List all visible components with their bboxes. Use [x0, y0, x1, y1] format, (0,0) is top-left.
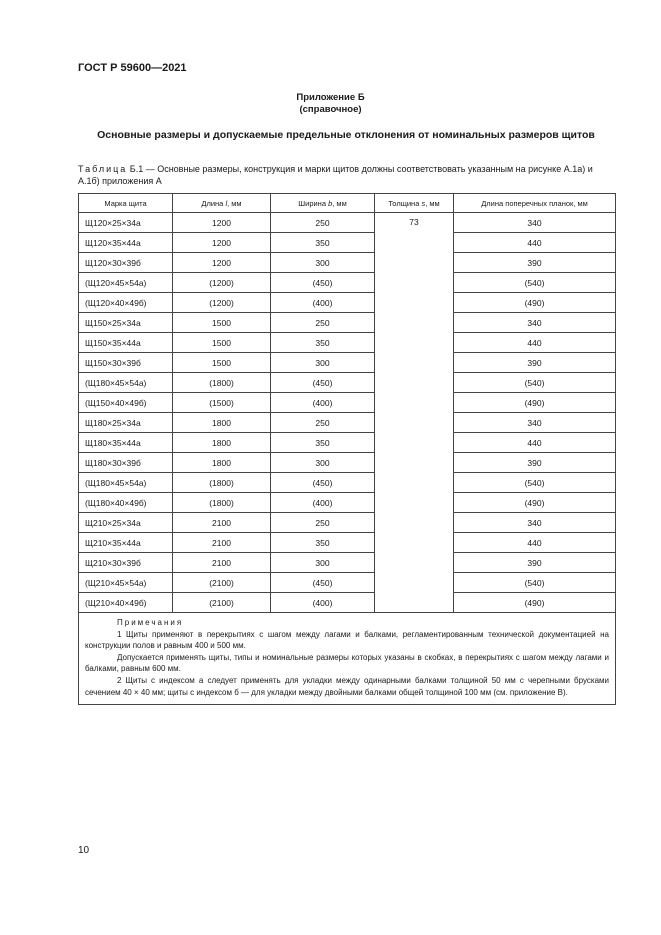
table-row [79, 553, 616, 573]
cell-mark: Щ120×30×39б [79, 253, 173, 273]
cell-length: 1200 [173, 233, 271, 253]
cell-length: (1800) [173, 493, 271, 513]
table-row [79, 293, 616, 313]
cell-cross-plank: 340 [454, 513, 616, 533]
cell-length: (1200) [173, 273, 271, 293]
cell-cross-plank: 440 [454, 433, 616, 453]
cell-length: (1200) [173, 293, 271, 313]
cell-width: 250 [271, 513, 375, 533]
col-header-length [173, 194, 271, 213]
cell-mark: Щ120×25×34а [79, 213, 173, 233]
cell-mark: Щ210×25×34а [79, 513, 173, 533]
cell-length: (1800) [173, 473, 271, 493]
cell-cross-plank: 440 [454, 333, 616, 353]
note-paragraph: 2 Щиты с индексом а следует применять для укладки между одинарными балками толщиной 50 мм с черепными брусками сечением 40 × 40 мм; щиты с индексом б — для укладки между двойными балками общей толщиной 100 мм (см. приложение В). [85, 675, 609, 697]
appendix-subtitle: (справочное) [299, 104, 362, 115]
cell-length: 1500 [173, 333, 271, 353]
cell-length: 1500 [173, 313, 271, 333]
table-row [79, 373, 616, 393]
cell-length: 2100 [173, 513, 271, 533]
cell-length: 1200 [173, 253, 271, 273]
cell-cross-plank: 340 [454, 413, 616, 433]
col-header-mark: Марка щита [79, 194, 173, 213]
cell-mark: Щ210×30×39б [79, 553, 173, 573]
table-row [79, 313, 616, 333]
cell-cross-plank: 390 [454, 353, 616, 373]
cell-width: 300 [271, 453, 375, 473]
col-header-thickness-symbol: s [421, 198, 426, 208]
cell-mark: Щ150×35×44а [79, 333, 173, 353]
cell-width: 350 [271, 533, 375, 553]
cell-cross-plank: (490) [454, 293, 616, 313]
cell-width: (450) [271, 473, 375, 493]
cell-width: 250 [271, 313, 375, 333]
cell-mark: Щ180×30×39б [79, 453, 173, 473]
cell-mark: (Щ180×45×54а) [79, 373, 173, 393]
col-header-width-symbol: b [328, 198, 333, 208]
table-row [79, 593, 616, 613]
cell-length: 1800 [173, 433, 271, 453]
table-caption [78, 163, 616, 187]
note-paragraph: Допускается применять щиты, типы и номинальные размеры которых указаны в скобках, в перекрытиях с шагом между лагами и балками, равным 600 мм. [85, 652, 609, 674]
table-header-row [79, 194, 616, 213]
dimensions-table [78, 193, 616, 705]
cell-cross-plank: 390 [454, 453, 616, 473]
cell-width: (400) [271, 393, 375, 413]
col-header-cross-plank: Длина поперечных планок, мм [454, 194, 616, 213]
cell-cross-plank: 390 [454, 553, 616, 573]
cell-mark: (Щ120×40×49б) [79, 293, 173, 313]
table-row [79, 333, 616, 353]
cell-cross-plank: (490) [454, 393, 616, 413]
cell-length: (1800) [173, 373, 271, 393]
cell-cross-plank: 440 [454, 533, 616, 553]
cell-width: 300 [271, 353, 375, 373]
table-row [79, 573, 616, 593]
cell-length: (2100) [173, 593, 271, 613]
cell-mark: Щ150×30×39б [79, 353, 173, 373]
cell-cross-plank: (540) [454, 273, 616, 293]
document-code: ГОСТ Р 59600—2021 [78, 62, 187, 74]
cell-length: 1500 [173, 353, 271, 373]
cell-mark: Щ180×35×44а [79, 433, 173, 453]
cell-length: (1500) [173, 393, 271, 413]
table-row [79, 493, 616, 513]
col-header-width [271, 194, 375, 213]
cell-mark: Щ180×25×34а [79, 413, 173, 433]
cell-width: (450) [271, 573, 375, 593]
table-row [79, 233, 616, 253]
cell-cross-plank: (540) [454, 373, 616, 393]
cell-mark: (Щ150×40×49б) [79, 393, 173, 413]
col-header-length-unit: , мм [227, 198, 242, 208]
cell-length: 2100 [173, 553, 271, 573]
cell-width: 250 [271, 213, 375, 233]
notes-cell [79, 613, 616, 705]
cell-width: 350 [271, 333, 375, 353]
cell-width: (450) [271, 373, 375, 393]
table-row [79, 533, 616, 553]
cell-cross-plank: (540) [454, 473, 616, 493]
cell-length: 2100 [173, 533, 271, 553]
table-row [79, 413, 616, 433]
table-row [79, 393, 616, 413]
col-header-width-label: Ширина [298, 198, 329, 208]
table-row [79, 213, 616, 233]
cell-cross-plank: 440 [454, 233, 616, 253]
table-row [79, 253, 616, 273]
cell-cross-plank: (540) [454, 573, 616, 593]
section-heading: Основные размеры и допускаемые предельные отклонения от номинальных размеров щитов [97, 129, 595, 141]
col-header-length-label: Длина [201, 198, 226, 208]
cell-cross-plank: (490) [454, 493, 616, 513]
cell-length: 1800 [173, 453, 271, 473]
notes-row [79, 613, 616, 705]
col-header-thickness-label: Толщина [388, 198, 422, 208]
cell-mark: Щ150×25×34а [79, 313, 173, 333]
col-header-thickness-unit: , мм [425, 198, 440, 208]
cell-mark: (Щ120×45×54а) [79, 273, 173, 293]
cell-length: 1800 [173, 413, 271, 433]
cell-width: 350 [271, 433, 375, 453]
note-paragraph: 1 Щиты применяют в перекрытиях с шагом между лагами и балками, регламентированным технической документацией на конструкции полов и равным 400 и 500 мм. [85, 629, 609, 651]
cell-cross-plank: 340 [454, 313, 616, 333]
cell-cross-plank: (490) [454, 593, 616, 613]
cell-length: 1200 [173, 213, 271, 233]
cell-mark: (Щ210×45×54а) [79, 573, 173, 593]
cell-width: 350 [271, 233, 375, 253]
table-row [79, 473, 616, 493]
cell-thickness: 73 [375, 213, 454, 613]
cell-mark: (Щ180×40×49б) [79, 493, 173, 513]
col-header-thickness [375, 194, 454, 213]
cell-width: (400) [271, 593, 375, 613]
col-header-width-unit: , мм [332, 198, 347, 208]
cell-width: 300 [271, 553, 375, 573]
cell-mark: (Щ210×40×49б) [79, 593, 173, 613]
table-caption-label: Таблица [78, 164, 128, 174]
cell-width: 250 [271, 413, 375, 433]
cell-cross-plank: 390 [454, 253, 616, 273]
cell-mark: (Щ180×45×54а) [79, 473, 173, 493]
cell-width: (450) [271, 273, 375, 293]
appendix-title: Приложение Б [296, 92, 365, 103]
cell-width: 300 [271, 253, 375, 273]
table-caption-text: Б.1 — Основные размеры, конструкция и марки щитов должны соответствовать указанным на рисунке А.1а) и А.1б) приложения А [78, 164, 593, 186]
cell-mark: Щ210×35×44а [79, 533, 173, 553]
table-row [79, 353, 616, 373]
cell-cross-plank: 340 [454, 213, 616, 233]
notes-title: Примечания [117, 618, 184, 627]
cell-width: (400) [271, 493, 375, 513]
col-header-length-symbol: l [225, 198, 228, 208]
table-row [79, 433, 616, 453]
table-row [79, 513, 616, 533]
cell-mark: Щ120×35×44а [79, 233, 173, 253]
cell-length: (2100) [173, 573, 271, 593]
cell-width: (400) [271, 293, 375, 313]
table-row [79, 453, 616, 473]
table-row [79, 273, 616, 293]
page-number: 10 [78, 845, 90, 856]
